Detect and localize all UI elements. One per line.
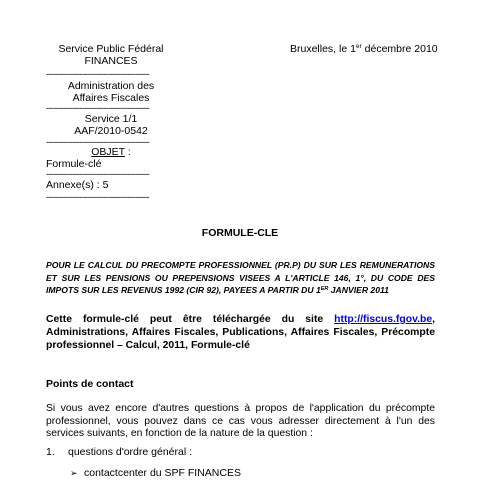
objet-separator: :: [124, 146, 131, 158]
org-name-line2: FINANCES: [84, 55, 138, 67]
objet-label: [46, 146, 176, 158]
document-title: FORMULE-CLE: [201, 227, 279, 239]
objet-label-text: OBJET: [91, 146, 125, 158]
contact-paragraph: Si vous avez encore d'autres questions à propos de l'application du précompte professionnel, vous pouvez dans ce cas vous adresser directement à l'un des services suivants, en fonction de la nature de la question :: [46, 403, 435, 440]
divider: -------------------------------------------: [46, 170, 150, 179]
list-item-text: questions d'ordre général :: [68, 446, 193, 458]
divider: -------------------------------------------: [46, 138, 150, 147]
list-item: [46, 446, 192, 458]
subtitle-text: POUR LE CALCUL DU PRECOMPTE PROFESSIONNEL (PR.P) DU SUR LES REMUNERATIONS ET SUR LES PENSIONS OU PREPENSIONS VISEES A L'ARTICLE 146, 1°, DU CODE DES IMPOTS SUR LES REVENUS 1992 (CIR 92), PAYEES A PARTIR DU 1: [46, 260, 435, 296]
divider: -------------------------------------------: [46, 104, 150, 113]
document-subtitle: [46, 259, 435, 297]
org-name-line1: Service Public Fédéral: [58, 43, 164, 55]
download-paragraph: [46, 313, 435, 352]
service-line1: Service 1/1: [84, 113, 138, 125]
date-superscript: er: [355, 43, 362, 50]
download-suffix: , Administrations, Affaires Fiscales, Publications, Affaires Fiscales, Précompte professionnel – Calcul, 2011, Formule-clé: [46, 314, 435, 351]
subtitle-superscript: ER: [320, 286, 329, 293]
download-prefix: Cette formule-clé peut être téléchargée du site: [46, 314, 335, 325]
arrow-bullet-icon: ➢: [70, 468, 78, 478]
objet-value: Formule-clé: [46, 158, 102, 170]
fiscus-link[interactable]: http://fiscus.fgov.be: [334, 314, 433, 325]
service-reference: [46, 113, 176, 137]
date-prefix: Bruxelles, le 1: [290, 43, 356, 55]
divider: -------------------------------------------: [46, 70, 150, 79]
date-suffix: décembre 2010: [361, 43, 438, 55]
administration-name: [46, 80, 176, 104]
divider: -------------------------------------------: [46, 193, 150, 202]
subtitle-end: JANVIER 2011: [328, 285, 389, 296]
list-item-number: 1.: [46, 446, 55, 458]
admin-line2: Affaires Fiscales: [72, 92, 150, 104]
admin-line1: Administration des: [67, 80, 155, 92]
annexe-count: Annexe(s) : 5: [46, 179, 109, 191]
section-heading: Points de contact: [46, 378, 134, 390]
bullet-text: contactcenter du SPF FINANCES: [84, 467, 241, 479]
service-line2: AAF/2010-0542: [74, 125, 148, 137]
document-date: [290, 43, 438, 55]
bullet-item: [70, 467, 241, 479]
org-name: [46, 43, 176, 67]
